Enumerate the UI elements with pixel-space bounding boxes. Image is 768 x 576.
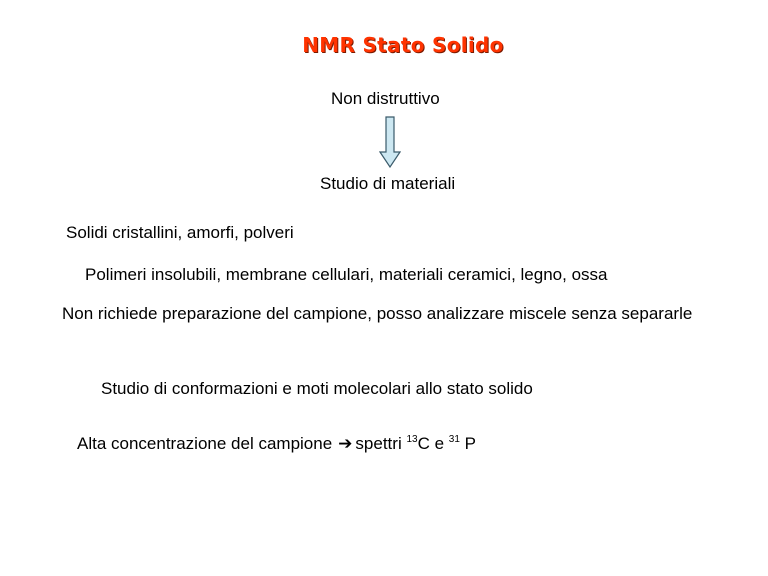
polimeri-text: Polimeri insolubili, membrane cellulari, materiali ceramici, legno, ossa: [85, 265, 608, 284]
down-arrow-icon: [379, 116, 401, 168]
alta-concentrazione-text: Alta concentrazione del campione: [77, 434, 333, 453]
spettri-text: spettri: [355, 434, 402, 453]
slide-title: NMR Stato Solido: [302, 33, 504, 57]
solidi-text: Solidi cristallini, amorfi, polveri: [66, 223, 294, 242]
non-richiede-text: Non richiede preparazione del campione, posso analizzare miscele senza separarle: [62, 304, 693, 323]
phosphorus-text: P: [464, 434, 476, 453]
alta-concentrazione-line: [77, 433, 476, 455]
phosphorus-isotope-sup: 31: [448, 434, 460, 445]
studio-materiali-text: Studio di materiali: [320, 174, 456, 193]
non-distruttivo-text: Non distruttivo: [331, 89, 440, 108]
carbon-text: C e: [417, 434, 445, 453]
conformazioni-text: Studio di conformazioni e moti molecolari allo stato solido: [101, 379, 533, 398]
right-arrow-icon: ➔: [338, 434, 353, 454]
carbon-isotope-sup: 13: [406, 434, 418, 445]
